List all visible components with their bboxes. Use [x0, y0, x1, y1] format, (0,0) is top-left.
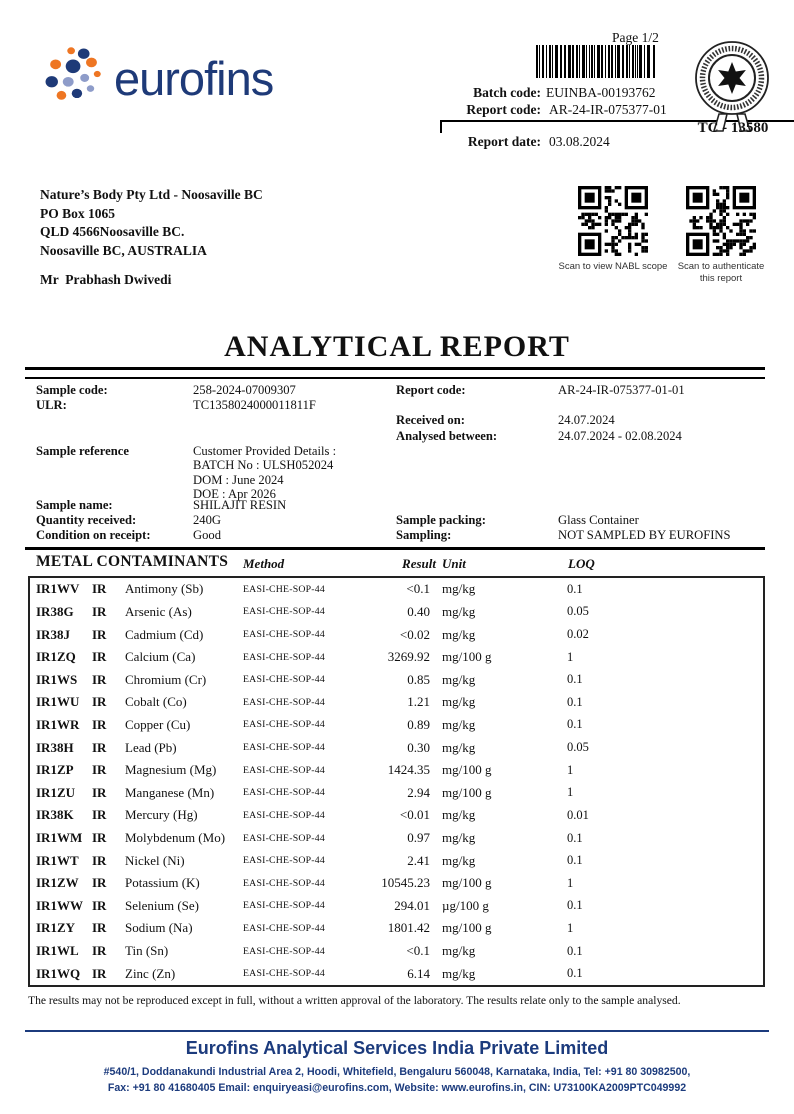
- row-loq: 0.1: [567, 966, 583, 981]
- sample-name-value: SHILAJIT RESIN: [193, 498, 287, 512]
- table-row: [30, 578, 763, 601]
- results-table: [28, 576, 765, 987]
- row-parameter: Tin (Sn): [125, 943, 169, 959]
- row-method: EASI-CHE-SOP-44: [243, 764, 325, 776]
- row-lab: IR: [92, 852, 107, 868]
- analysed-between-value: 24.07.2024 - 02.08.2024: [558, 429, 682, 443]
- row-method: EASI-CHE-SOP-44: [243, 719, 325, 731]
- table-row: [30, 714, 763, 737]
- row-lab: IR: [92, 581, 107, 597]
- row-unit: mg/kg: [442, 965, 476, 981]
- analysed-between-label: Analysed between:: [396, 429, 498, 443]
- row-result: 1801.42: [387, 920, 430, 936]
- sample-reference-value: [193, 444, 336, 501]
- row-method: EASI-CHE-SOP-44: [243, 674, 325, 686]
- received-on-value: 24.07.2024: [558, 413, 615, 427]
- qr-authenticate: [686, 186, 756, 256]
- row-loq: 0.01: [567, 807, 589, 822]
- row-result: 1.21: [407, 694, 430, 710]
- quantity-received-value: 240G: [193, 513, 221, 527]
- table-row: [30, 940, 763, 963]
- row-loq: 1: [567, 649, 574, 664]
- results-rows: [30, 578, 763, 985]
- row-unit: mg/100 g: [442, 762, 492, 778]
- report-code-label: Report code:: [466, 102, 541, 117]
- quantity-received-label: Quantity received:: [36, 513, 137, 527]
- row-loq: 1: [567, 762, 574, 777]
- row-result: 0.85: [407, 671, 430, 687]
- row-code: IR1ZY: [36, 920, 76, 936]
- table-row: [30, 962, 763, 985]
- text-line: DOE : Apr 2026: [193, 486, 276, 501]
- row-unit: mg/kg: [442, 739, 476, 755]
- row-unit: mg/kg: [442, 852, 476, 868]
- row-method: EASI-CHE-SOP-44: [243, 945, 325, 957]
- row-loq: 0.05: [567, 604, 589, 619]
- row-result: <0.02: [399, 626, 430, 642]
- received-on-label: Received on:: [396, 413, 465, 427]
- sample-reference-label: Sample reference: [36, 444, 129, 458]
- ulr-value: TC1358024000011811F: [193, 398, 316, 412]
- sample-code-value: 258-2024-07009307: [193, 383, 296, 397]
- row-code: IR1WQ: [36, 965, 81, 981]
- row-code: IR1WW: [36, 897, 83, 913]
- row-parameter: Molybdenum (Mo): [125, 830, 226, 845]
- row-loq: 0.05: [567, 740, 589, 755]
- row-lab: IR: [92, 830, 107, 845]
- condition-value: Good: [193, 528, 221, 542]
- row-loq: 0.1: [567, 898, 583, 913]
- row-method: EASI-CHE-SOP-44: [243, 583, 325, 595]
- qr-right-caption-line1: Scan to authenticate: [677, 261, 765, 272]
- row-loq: 0.1: [567, 694, 583, 709]
- batch-code-value: EUINBA-00193762: [546, 85, 656, 100]
- row-code: IR1ZP: [36, 762, 74, 778]
- row-parameter: Nickel (Ni): [125, 852, 185, 868]
- qr-right-caption-line2: this report: [699, 273, 743, 284]
- row-lab: IR: [92, 784, 107, 800]
- eurofins-logo: [44, 44, 273, 106]
- qr-right-caption: [662, 261, 780, 285]
- row-loq: 1: [567, 920, 574, 935]
- row-lab: IR: [92, 920, 107, 936]
- eurofins-logo-text: eurofins: [114, 51, 274, 105]
- row-lab: IR: [92, 626, 107, 642]
- row-result: 0.89: [407, 716, 430, 732]
- row-unit: mg/kg: [442, 716, 476, 732]
- sample-name-label: Sample name:: [36, 498, 113, 512]
- row-code: IR1ZW: [36, 875, 79, 891]
- col-header-result: Result: [402, 556, 436, 571]
- row-parameter: Arsenic (As): [125, 603, 192, 619]
- sampling-label: Sampling:: [396, 528, 452, 542]
- footer-company-name: Eurofins Analytical Services India Private Limited: [185, 1038, 609, 1058]
- table-row: [30, 895, 763, 918]
- row-code: IR38H: [36, 739, 74, 755]
- row-unit: mg/100 g: [442, 920, 492, 936]
- sample-packing-label: Sample packing:: [396, 513, 486, 527]
- row-lab: IR: [92, 762, 107, 778]
- row-parameter: Mercury (Hg): [125, 807, 198, 823]
- table-row: [30, 646, 763, 669]
- text-line: BATCH No : ULSH052024: [193, 458, 334, 473]
- row-code: IR1ZU: [36, 784, 76, 800]
- footer-address-line2: Fax: +91 80 41680405 Email: enquiryeasi@eurofins.com, Website: www.eurofins.in, CIN: U73100KA2009PTC049992: [107, 1082, 687, 1094]
- row-method: EASI-CHE-SOP-44: [243, 651, 325, 663]
- section-title-metal-contaminants: METAL CONTAMINANTS: [36, 553, 229, 570]
- table-row: [30, 691, 763, 714]
- row-parameter: Manganese (Mn): [125, 784, 215, 800]
- table-row: [30, 759, 763, 782]
- title-rule-thin: [25, 377, 765, 379]
- table-row: [30, 601, 763, 624]
- row-lab: IR: [92, 671, 107, 687]
- row-lab: IR: [92, 897, 107, 913]
- ulr-label: ULR:: [36, 398, 67, 412]
- text-line: QLD 4566Noosaville BC.: [40, 224, 185, 239]
- row-parameter: Copper (Cu): [125, 716, 191, 732]
- sample-info-bottom-rule: [25, 547, 765, 550]
- table-row: [30, 804, 763, 827]
- batch-code-label: Batch code:: [473, 85, 541, 100]
- sample-code-label: Sample code:: [36, 383, 108, 397]
- row-code: IR1ZQ: [36, 649, 76, 665]
- row-unit: mg/kg: [442, 807, 476, 823]
- row-result: 0.97: [407, 830, 430, 845]
- batch-barcode: [536, 45, 656, 78]
- row-unit: mg/kg: [442, 671, 476, 687]
- recipient-contact: Mr Prabhash Dwivedi: [40, 272, 172, 287]
- row-result: 0.30: [407, 739, 430, 755]
- condition-label: Condition on receipt:: [36, 528, 151, 542]
- nabl-seal-icon: [691, 37, 773, 133]
- sampling-value: NOT SAMPLED BY EUROFINS: [558, 528, 731, 542]
- title-rule-thick: [25, 367, 765, 370]
- text-line: Noosaville BC, AUSTRALIA: [40, 242, 207, 258]
- row-method: EASI-CHE-SOP-44: [243, 832, 325, 844]
- table-row: [30, 849, 763, 872]
- row-method: EASI-CHE-SOP-44: [243, 629, 325, 641]
- row-code: IR1WM: [36, 830, 83, 845]
- row-method: EASI-CHE-SOP-44: [243, 855, 325, 867]
- row-result: 2.41: [407, 852, 430, 868]
- row-lab: IR: [92, 965, 107, 981]
- row-code: IR38G: [36, 603, 74, 619]
- row-lab: IR: [92, 716, 107, 732]
- row-lab: IR: [92, 649, 107, 665]
- row-method: EASI-CHE-SOP-44: [243, 900, 325, 912]
- row-loq: 0.1: [567, 830, 583, 845]
- row-code: IR1WS: [36, 671, 78, 687]
- table-row: [30, 872, 763, 895]
- qr-left-caption: Scan to view NABL scope: [558, 261, 668, 272]
- seal-tc-number: TC - 13580: [697, 120, 769, 136]
- table-row: [30, 623, 763, 646]
- disclaimer-text: The results may not be reproduced except in full, without a written approval of the laboratory. The results relate only to the sample analysed.: [28, 994, 681, 1007]
- row-code: IR1WT: [36, 852, 79, 868]
- row-result: 2.94: [407, 784, 430, 800]
- row-parameter: Lead (Pb): [125, 739, 177, 755]
- text-line: PO Box 1065: [40, 205, 116, 221]
- row-unit: mg/kg: [442, 694, 476, 710]
- row-method: EASI-CHE-SOP-44: [243, 696, 325, 708]
- eurofins-dots-icon: [44, 44, 106, 106]
- row-parameter: Selenium (Se): [125, 897, 200, 913]
- si-report-code-value: AR-24-IR-075377-01-01: [558, 383, 685, 397]
- page-number: Page 1/2: [612, 30, 659, 45]
- row-code: IR1WL: [36, 943, 79, 959]
- row-parameter: Potassium (K): [125, 875, 200, 891]
- row-result: <0.1: [406, 581, 430, 597]
- row-unit: mg/kg: [442, 943, 476, 959]
- row-result: 1424.35: [387, 762, 430, 778]
- row-result: 294.01: [394, 897, 430, 913]
- row-code: IR38J: [36, 626, 70, 642]
- row-method: EASI-CHE-SOP-44: [243, 809, 325, 821]
- report-date-value: 03.08.2024: [549, 134, 610, 149]
- row-method: EASI-CHE-SOP-44: [243, 922, 325, 934]
- row-code: IR38K: [36, 807, 74, 823]
- row-parameter: Calcium (Ca): [125, 649, 196, 665]
- row-result: <0.01: [399, 807, 430, 823]
- table-row: [30, 668, 763, 691]
- footer-address-line1: #540/1, Doddanakundi Industrial Area 2, Hoodi, Whitefield, Bengaluru 560048, Karnataka, India, Tel: +91 80 30982500,: [103, 1066, 691, 1078]
- row-loq: 0.1: [567, 853, 583, 868]
- header-divider-stub: [440, 120, 442, 133]
- row-result: <0.1: [406, 943, 430, 959]
- row-parameter: Magnesium (Mg): [125, 762, 217, 778]
- row-result: 6.14: [407, 965, 430, 981]
- row-parameter: Chromium (Cr): [125, 671, 207, 687]
- row-code: IR1WR: [36, 716, 80, 732]
- row-unit: mg/100 g: [442, 649, 492, 665]
- col-header-method: Method: [243, 556, 285, 571]
- row-unit: mg/kg: [442, 830, 476, 845]
- row-loq: 0.1: [567, 581, 583, 596]
- row-lab: IR: [92, 603, 107, 619]
- row-result: 0.40: [407, 603, 430, 619]
- row-code: IR1WU: [36, 694, 80, 710]
- row-method: EASI-CHE-SOP-44: [243, 742, 325, 754]
- report-date-label: Report date:: [467, 134, 541, 149]
- row-parameter: Antimony (Sb): [125, 581, 204, 597]
- row-lab: IR: [92, 739, 107, 755]
- table-row: [30, 736, 763, 759]
- row-unit: mg/kg: [442, 603, 476, 619]
- col-header-unit: Unit: [442, 556, 466, 571]
- table-row: [30, 827, 763, 850]
- sample-packing-value: Glass Container: [558, 513, 639, 527]
- row-method: EASI-CHE-SOP-44: [243, 968, 325, 980]
- row-method: EASI-CHE-SOP-44: [243, 787, 325, 799]
- row-lab: IR: [92, 807, 107, 823]
- row-parameter: Cobalt (Co): [125, 694, 187, 710]
- row-lab: IR: [92, 875, 107, 891]
- row-parameter: Cadmium (Cd): [125, 626, 204, 642]
- row-unit: mg/100 g: [442, 784, 492, 800]
- qr-nabl-scope: [578, 186, 648, 256]
- row-unit: mg/kg: [442, 626, 476, 642]
- text-line: Nature’s Body Pty Ltd - Noosaville BC: [40, 187, 263, 202]
- row-lab: IR: [92, 694, 107, 710]
- row-method: EASI-CHE-SOP-44: [243, 606, 325, 618]
- row-loq: 1: [567, 785, 574, 800]
- row-unit: mg/100 g: [442, 875, 492, 891]
- row-code: IR1WV: [36, 581, 80, 597]
- report-title: ANALYTICAL REPORT: [224, 330, 570, 363]
- text-line: DOM : June 2024: [193, 472, 284, 487]
- row-loq: 0.1: [567, 672, 583, 687]
- row-unit: µg/100 g: [442, 897, 489, 913]
- row-loq: 0.02: [567, 627, 589, 642]
- table-row: [30, 917, 763, 940]
- row-unit: mg/kg: [442, 581, 476, 597]
- row-lab: IR: [92, 943, 107, 959]
- sample-info-section: [28, 380, 765, 546]
- footer-rule: [25, 1030, 769, 1032]
- si-report-code-label: Report code:: [396, 383, 466, 397]
- row-method: EASI-CHE-SOP-44: [243, 877, 325, 889]
- report-code-value: AR-24-IR-075377-01: [549, 102, 667, 117]
- row-loq: 0.1: [567, 717, 583, 732]
- col-header-loq: LOQ: [568, 556, 595, 571]
- row-loq: 0.1: [567, 943, 583, 958]
- row-result: 3269.92: [387, 649, 430, 665]
- row-loq: 1: [567, 875, 574, 890]
- row-parameter: Zinc (Zn): [125, 965, 176, 981]
- table-row: [30, 781, 763, 804]
- recipient-address: [40, 186, 263, 260]
- row-result: 10545.23: [381, 875, 430, 891]
- text-line: Customer Provided Details :: [193, 444, 337, 458]
- row-parameter: Sodium (Na): [125, 920, 193, 936]
